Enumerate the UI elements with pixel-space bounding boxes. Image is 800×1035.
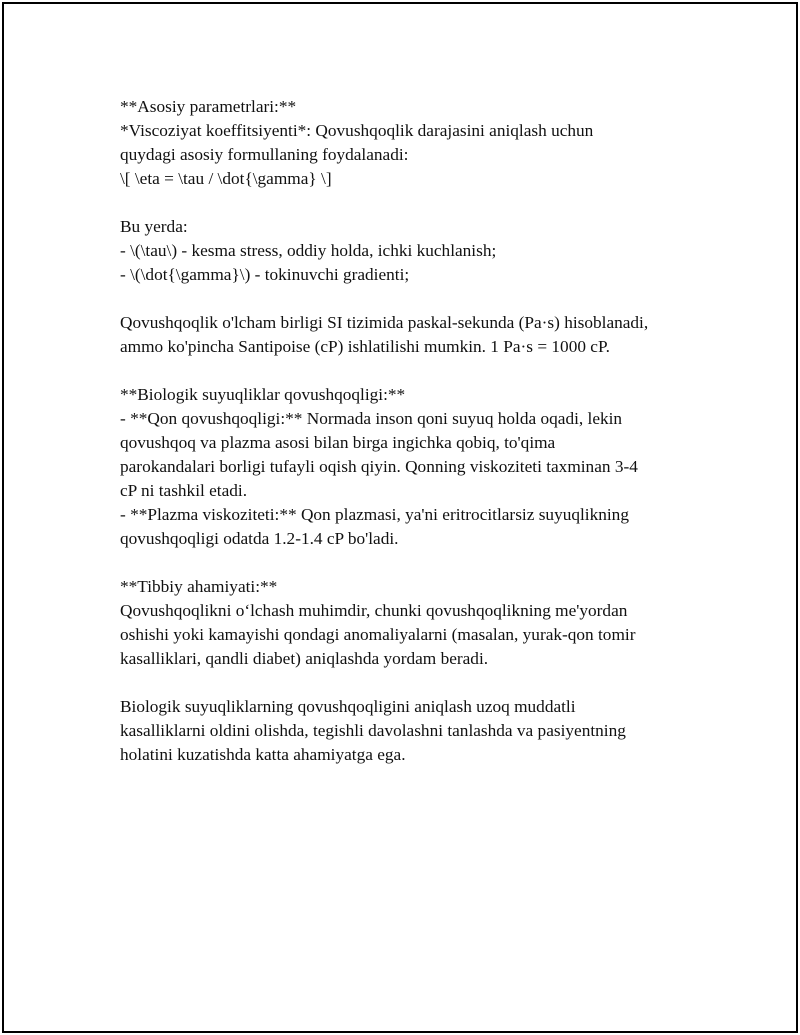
text-line: qovushqoqligi odatda 1.2-1.4 cP bo'ladi. xyxy=(120,529,399,548)
text-line: parokandalari borligi tufayli oqish qiyin. Qonning viskoziteti taxminan 3-4 xyxy=(120,457,638,476)
text-line: kasalliklarni oldini olishda, tegishli davolashni tanlashda va pasiyentning xyxy=(120,721,626,740)
text-line: oshishi yoki kamayishi qondagi anomaliyalarni (masalan, yurak-qon tomir xyxy=(120,625,636,644)
paragraph-gap xyxy=(120,551,720,575)
list-item: - **Plazma viskoziteti:** Qon plazmasi, ya'ni eritrocitlarsiz suyuqlikning xyxy=(120,505,629,524)
paragraph-gap xyxy=(120,671,720,695)
section-heading-parameters: **Asosiy parametrlari:** xyxy=(120,97,297,116)
text-line: cP ni tashkil etadi. xyxy=(120,481,248,500)
text-line: *Viscoziyat koeffitsiyenti*: Qovushqoqlik darajasini aniqlash uchun xyxy=(120,121,594,140)
paragraph-gap xyxy=(120,287,720,311)
text-line: kasalliklari, qandli diabet) aniqlashda yordam beradi. xyxy=(120,649,489,668)
text-line: Qovushqoqlik o'lcham birligi SI tizimida paskal-sekunda (Pa·s) hisoblanadi, xyxy=(120,313,649,332)
paragraph-gap xyxy=(120,191,720,215)
list-item: - \(\dot{\gamma}\) - tokinuvchi gradienti; xyxy=(120,265,410,284)
text-line: quydagi asosiy formullaning foydalanadi: xyxy=(120,145,409,164)
text-line: qovushqoq va plazma asosi bilan birga ingichka qobiq, to'qima xyxy=(120,433,556,452)
list-item: - **Qon qovushqoqligi:** Normada inson qoni suyuq holda oqadi, lekin xyxy=(120,409,623,428)
section-heading-biological-fluids: **Biologik suyuqliklar qovushqoqligi:** xyxy=(120,385,406,404)
text-line: Biologik suyuqliklarning qovushqoqligini aniqlash uzoq muddatli xyxy=(120,697,576,716)
formula-line: \[ \eta = \tau / \dot{\gamma} \] xyxy=(120,169,332,188)
document-page xyxy=(2,2,798,1033)
document-body xyxy=(120,95,720,767)
text-line: Qovushqoqlikni o‘lchash muhimdir, chunki qovushqoqlikning me'yordan xyxy=(120,601,628,620)
text-line: ammo ko'pincha Santipoise (cP) ishlatilishi mumkin. 1 Pa·s = 1000 cP. xyxy=(120,337,610,356)
paragraph-gap xyxy=(120,359,720,383)
section-heading-medical-importance: **Tibbiy ahamiyati:** xyxy=(120,577,278,596)
text-line: Bu yerda: xyxy=(120,217,188,236)
text-line: holatini kuzatishda katta ahamiyatga ega. xyxy=(120,745,406,764)
list-item: - \(\tau\) - kesma stress, oddiy holda, ichki kuchlanish; xyxy=(120,241,497,260)
